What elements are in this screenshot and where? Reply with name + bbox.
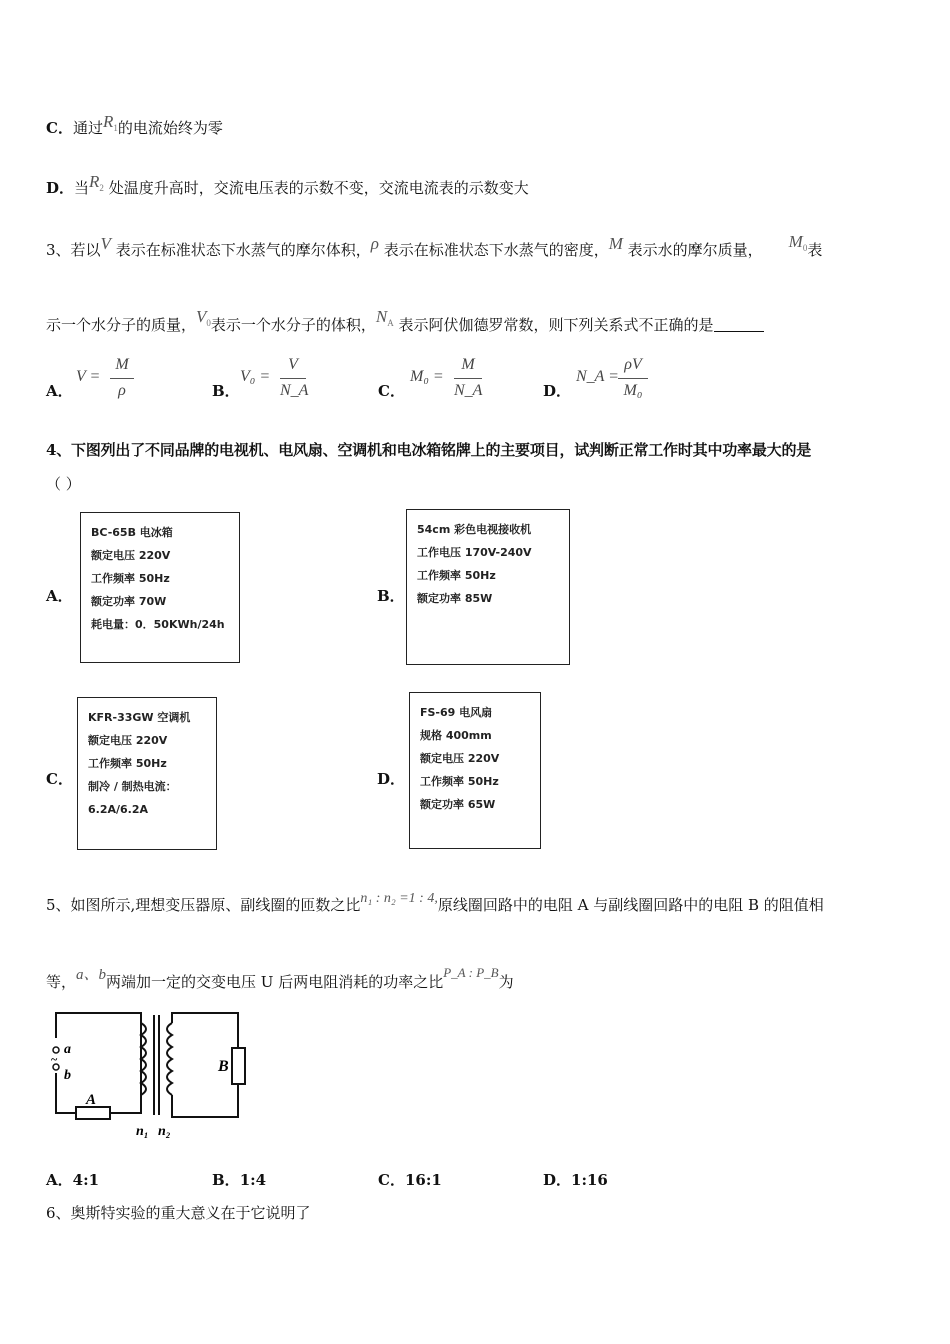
q3-option-c-num: M [461,356,475,373]
q3-option-c-den: N_A [454,382,483,399]
q3-text-f: 示一个水分子的质量， [46,316,197,334]
m0-symbol: $M_0$ [788,232,808,253]
q4-option-d-label: D． [377,770,406,788]
plate-a-line: 耗电量：0．50KWh/24h [91,618,225,631]
q3-text-d: 表示水的摩尔质量， [627,241,763,259]
q3-option-d-lhs: N_A = [576,368,619,385]
q3-option-c-bar [454,378,482,379]
plate-c-line: 工作频率 50Hz [88,757,167,770]
plate-d-line: 工作频率 50Hz [420,775,499,788]
q3-option-a-lhs: V = [76,368,101,385]
secondary-wire-bottom [172,1084,238,1117]
plate-d-line: 额定功率 65W [420,798,496,811]
q3-option-b-formula [240,356,310,404]
q4-option-b-label: B． [377,587,405,605]
v-symbol: V [100,234,111,253]
plate-c-line: 6.2A/6.2A [88,803,149,816]
q2-option-c-text: 的电流始终为零 [117,119,223,137]
q3-option-d-formula [576,356,652,404]
nameplate-refrigerator [80,512,240,663]
resistor-b [232,1048,245,1084]
na-symbol: $N_A$ [375,307,394,328]
plate-c-line: 额定电压 220V [88,734,168,747]
q3-option-d-num: ρV [624,356,642,373]
power-ratio: P_A : P_B [443,965,499,980]
q4-option-c-label: C． [46,770,73,788]
label-resistor-a: A [86,1092,97,1108]
q3-option-c-formula [410,356,486,404]
q3-text-c: 表示在标准状态下水蒸气的密度， [383,241,609,259]
q5-option-a: A．4:1 [46,1171,100,1189]
m-symbol: M [608,234,623,253]
q3-option-c-label: C． [378,382,405,400]
r1-symbol: $R_1$ [102,112,118,133]
q4-paren: （ ） [46,475,81,493]
q6-stem: 6、奥斯特实验的重大意义在于它说明了 [46,1204,311,1222]
plate-d-line: FS-69 电风扇 [420,706,493,719]
plate-b-line: 54cm 彩色电视接收机 [417,523,532,536]
primary-wire-return [110,1103,141,1113]
turns-ratio: n₁ : n₂ =1 : 4, [360,891,438,906]
q5-option-c: C．16:1 [378,1171,442,1189]
rho-symbol: ρ [370,234,379,253]
q5-stem-line1 [46,889,824,915]
plate-a-line: 额定功率 70W [91,595,167,608]
plate-c-line: 制冷 / 制热电流： [88,780,177,793]
q3-option-d-bar [618,378,648,379]
q4-option-a-label: A． [46,587,73,605]
q3-option-b-num: V [288,356,298,373]
label-b: b [64,1068,71,1083]
label-a: a [64,1042,71,1057]
primary-wire-top [56,1013,141,1103]
q5-text-d: 两端加一定的交变电压 U 后两电阻消耗的功率之比 [106,973,444,991]
q2-option-d-text: 处温度升高时，交流电压表的示数不变，交流电流表的示数变大 [108,179,529,197]
q3-text-e: 表 [807,241,823,259]
secondary-coil [167,1023,172,1095]
q5-text-e: 为 [498,973,514,991]
plate-a-line: BC-65B 电冰箱 [91,526,173,539]
q2-option-c [46,112,223,138]
r2-symbol: $R_2$ [89,172,104,193]
secondary-wire-top [172,1013,238,1048]
q3-text-a: 3、若以 [46,241,101,259]
q3-text-g: 表示一个水分子的体积， [210,316,376,334]
v0-symbol: $V_0$ [196,307,211,328]
q5-option-d: D．1:16 [543,1171,608,1189]
q5-text-a: 5、如图所示,理想变压器原、副线圈的匝数之比 [46,896,361,914]
q2-option-d-label: D． [46,179,75,197]
q3-stem-line2 [46,307,764,335]
q4-stem: 4、下图列出了不同品牌的电视机、电风扇、空调机和电冰箱铭牌上的主要项目，试判断正常工作时其中功率最大的是 [46,441,812,459]
label-resistor-b: B [218,1058,229,1075]
plate-a-line: 额定电压 220V [91,549,171,562]
label-n1: n₁ [136,1124,149,1139]
q3-option-d-label: D． [543,382,572,400]
q3-option-b-bar [280,378,306,379]
q2-option-c-label: C． [46,119,73,137]
nameplate-air-conditioner [77,697,217,850]
q3-option-b-lhs: V₀ = [240,368,271,385]
q3-option-a-den: ρ [118,382,126,399]
label-n2: n₂ [158,1124,171,1139]
q2-option-d-pre: 当 [74,179,90,197]
q5-text-b: 原线圈回路中的电阻 A 与副线圈回路中的电阻 B 的阻值相 [437,896,824,914]
plate-b-line: 工作电压 170V-240V [417,546,532,559]
q3-text-b: 表示在标准状态下水蒸气的摩尔体积， [115,241,371,259]
nameplate-electric-fan [409,692,541,849]
q3-option-a-label: A． [46,382,73,400]
q3-option-a-bar [110,378,134,379]
plate-b-line: 工作频率 50Hz [417,569,496,582]
q3-text-h: 表示阿伏伽德罗常数，则下列关系式不正确的是 [398,316,714,334]
label-tilde: ~ [51,1052,58,1066]
plate-a-line: 工作频率 50Hz [91,572,170,585]
plate-d-line: 额定电压 220V [420,752,500,765]
plate-c-line: KFR-33GW 空调机 [88,711,191,724]
q3-option-d-den: M₀ [623,382,643,399]
q5-option-b: B．1:4 [212,1171,267,1189]
q3-option-b-label: B． [212,382,240,400]
plate-d-line: 规格 400mm [420,729,492,742]
q5-stem-line2 [46,963,514,992]
q3-option-c-lhs: M₀ = [410,368,444,385]
answer-blank [714,317,764,332]
nameplate-television [406,509,570,665]
ab-terminals: a、b [76,967,107,983]
q3-stem-line1 [46,232,822,260]
q3-option-b-den: N_A [280,382,309,399]
q5-text-c: 等， [46,973,77,991]
resistor-a [76,1107,110,1119]
q2-option-d [46,172,529,198]
transformer-circuit-figure [46,1003,256,1143]
q3-option-a-num: M [115,356,129,373]
primary-coil [141,1023,146,1095]
plate-b-line: 额定功率 85W [417,592,493,605]
q2-option-c-pre: 通过 [72,119,103,137]
q3-option-a-formula [76,356,136,404]
